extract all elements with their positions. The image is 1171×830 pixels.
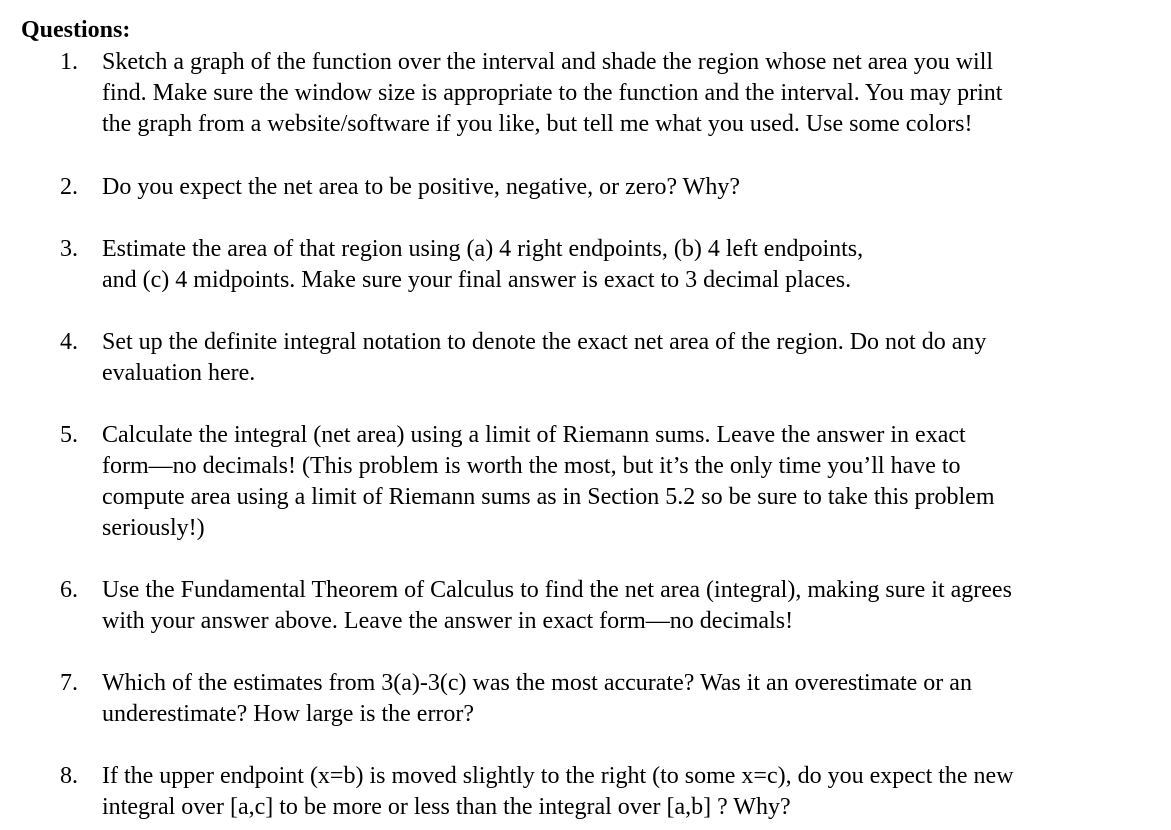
question-number: 6.	[60, 577, 78, 603]
question-line: Do you expect the net area to be positive, negative, or zero? Why?	[102, 174, 740, 200]
question-line: Sketch a graph of the function over the interval and shade the region whose net area you will	[102, 49, 994, 75]
question-line: Set up the definite integral notation to denote the exact net area of the region. Do not do any	[102, 329, 987, 355]
question-number: 3.	[60, 236, 78, 262]
question-text	[102, 575, 1142, 637]
question-line: Estimate the area of that region using (a) 4 right endpoints, (b) 4 left endpoints,	[102, 236, 864, 262]
question-number: 4.	[60, 329, 78, 355]
question-text	[102, 47, 1142, 140]
question-line: integral over [a,c] to be more or less than the integral over [a,b] ? Why?	[102, 794, 791, 820]
question-number: 1.	[60, 49, 78, 75]
question-line: and (c) 4 midpoints. Make sure your final answer is exact to 3 decimal places.	[102, 267, 852, 293]
question-line: evaluation here.	[102, 360, 256, 386]
question-text	[102, 172, 1142, 203]
question-line: form—no decimals! (This problem is worth the most, but it’s the only time you’ll have to	[102, 453, 961, 479]
question-line: compute area using a limit of Riemann sums as in Section 5.2 so be sure to take this problem	[102, 484, 995, 510]
question-line: underestimate? How large is the error?	[102, 701, 475, 727]
question-number: 2.	[60, 174, 78, 200]
question-line: Calculate the integral (net area) using a limit of Riemann sums. Leave the answer in exact	[102, 422, 966, 448]
question-line: Which of the estimates from 3(a)-3(c) was the most accurate? Was it an overestimate or an	[102, 670, 972, 696]
question-number: 7.	[60, 670, 78, 696]
question-line: If the upper endpoint (x=b) is moved slightly to the right (to some x=c), do you expect the new	[102, 763, 1014, 789]
question-line: seriously!)	[102, 515, 205, 541]
question-number: 5.	[60, 422, 78, 448]
question-text	[102, 668, 1142, 730]
question-line: find. Make sure the window size is appropriate to the function and the interval. You may print	[102, 80, 1003, 106]
question-line: the graph from a website/software if you like, but tell me what you used. Use some colors!	[102, 111, 973, 137]
question-line: Use the Fundamental Theorem of Calculus to find the net area (integral), making sure it agrees	[102, 577, 1012, 603]
question-number: 8.	[60, 763, 78, 789]
questions-heading: Questions:	[21, 17, 131, 43]
question-text	[102, 327, 1142, 389]
question-text	[102, 234, 1142, 296]
question-text	[102, 761, 1142, 823]
question-text	[102, 420, 1142, 544]
question-line: with your answer above. Leave the answer in exact form—no decimals!	[102, 608, 794, 634]
